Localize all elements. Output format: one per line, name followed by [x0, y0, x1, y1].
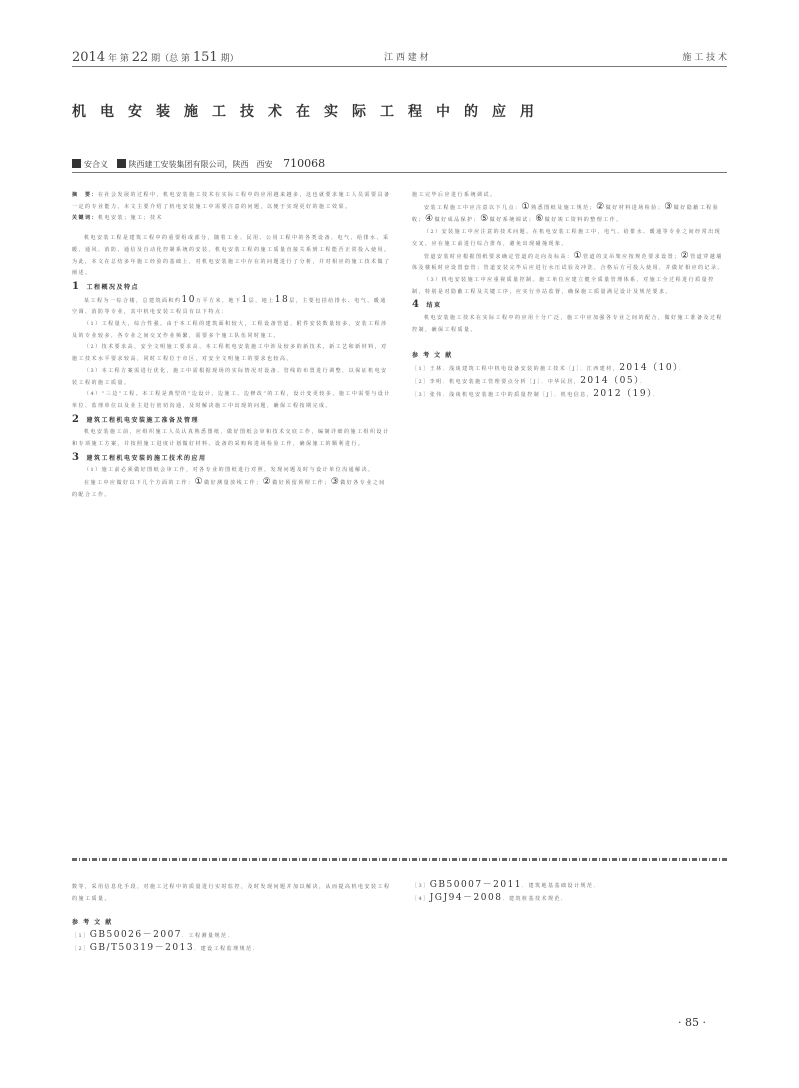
bottom-right-column	[412, 880, 727, 905]
section-heading: 2 建筑工程机电安装施工准备及管理	[72, 413, 199, 425]
article-title: 机电安装施工技术在实际工程中的应用	[72, 104, 548, 120]
paragraph: 在施工中应做好以下几个方面的工作：①做好测量放线工作；②做好预留预埋工作；③做好各专业之间的配合工作。	[72, 477, 386, 498]
reference-item: ［2］GB/T50319－2013．建设工程监理规范．	[72, 942, 260, 953]
section-heading: 1 工程概况及特点	[72, 280, 139, 292]
paragraph: 管道安装时应根据图纸要求确定管道的走向及标高：①管道的支吊架应按规范要求设置；②管道穿越墙体及楼板时应设置套管；管道安装完毕后应进行水压试验及冲洗，合格后方可投入使用，并做好相应的记录。	[412, 250, 725, 272]
keywords: 关键词：机电安装；施工；技术	[72, 215, 164, 222]
paragraph: 机电安装施工前，应组织施工人员认真熟悉图纸，做好图纸会审和技术交底工作，编制详细的施工组织设计和专项施工方案，并按照施工进度计划做好材料、设备的采购和进场检验工作，确保施工的顺利进行。	[72, 429, 390, 448]
abstract: 摘 要：在社会发展的过程中，机电安装施工技术在实际工程中的应用越来越多，这也就要求施工人员需要具备一定的专业能力。本文主要介绍了机电安装施工中需要注意的问题，以便于实现更好的施工效果。	[72, 192, 391, 210]
list-item: （3）本工程方案需进行优化，施工中需根据现场的实际情况对设备、管线的布置进行调整，以保证机电安装工程的施工质量。	[72, 367, 388, 386]
list-item: （4）“三边”工程。本工程是典型的“边设计、边施工、边修改”的工程，设计变更较多，施工中需要与设计单位、监理单位以及业主进行密切沟通，及时解决施工中出现的问题，确保工程按期完成。	[72, 391, 391, 409]
article-separator	[72, 858, 727, 861]
reference-item: ［2］李明．机电安装施工管理要点分析［J］．中华民居，2014（05）．	[412, 375, 647, 386]
byline-rule	[72, 172, 727, 173]
reference-item: ［1］GB50026－2007．工程测量规范．	[72, 930, 235, 941]
author-name: 安合义	[84, 160, 108, 169]
reference-item: ［1］王林．浅谈建筑工程中机电设备安装的施工技术［J］．江西建材，2014（10）．	[412, 363, 686, 374]
list-item: （2）安装施工中应注意的技术问题。在机电安装工程施工中，电气、给排水、暖通等专业之间经常出现交叉，应在施工前进行综合排布，避免出现碰撞现象。	[412, 229, 722, 247]
reference-item: ［3］GB50007－2011．建筑地基基础设计规范．	[412, 880, 601, 890]
right-column	[412, 190, 727, 401]
intro-paragraph: 机电安装工程是建筑工程中的重要组成部分，随着工业、民用、公用工程中的各类设备、电气、给排水、采暖、通风、消防、通信及自动化控制系统的安装，机电安装工程的施工质量直接关系到工程能否正常投入使用。为此，本文在总结多年施工经验的基础上，对机电安装施工中存在的问题进行了分析，并对相应的施工技术做了阐述。	[72, 235, 391, 277]
journal-name: 江 西 建 材	[384, 53, 429, 63]
square-bullet-icon	[72, 159, 81, 168]
bottom-left-column	[72, 882, 392, 956]
postcode: 710068	[283, 157, 326, 170]
references-heading: 参 考 文 献	[412, 352, 453, 360]
reference-item: ［4］JGJ94－2008．建筑桩基技术规范．	[412, 892, 568, 903]
page-number: · 85 ·	[678, 1016, 706, 1029]
left-column	[72, 190, 392, 502]
running-header	[72, 50, 727, 64]
list-item: （1）施工前必须做好图纸会审工作，对各专业的图纸进行对照，发现问题及时与设计单位沟通解决。	[84, 467, 375, 474]
paragraph: 安装工程施工中应注意以下几点：①熟悉图纸及施工规范；②做好材料进场检验；③做好隐蔽工程验收；④做好成品保护；⑤做好系统调试；⑥做好竣工资料的整理工作。	[412, 201, 720, 225]
issue-info: 2014 年 第 22 期（总 第 151 期）	[72, 50, 239, 65]
square-bullet-icon	[117, 159, 126, 168]
paragraph: 机电安装施工技术在实际工程中的应用十分广泛，施工中应加强各专业之间的配合，做好施工准备及过程控制，确保工程质量。	[412, 315, 724, 333]
section-heading: 4 结束	[412, 299, 442, 311]
byline	[72, 157, 325, 170]
column-name: 施 工 技 术	[682, 53, 727, 63]
references-heading: 参 考 文 献	[72, 919, 113, 927]
reference-item: ［3］张伟．浅谈机电安装施工中的质量控制［J］．机电信息，2012（19）．	[412, 388, 660, 399]
paragraph: 某工程为一综合楼，总建筑面积约10万平方米，地下1层，地上18层，主要包括给排水、电气、暖通空调、消防等专业，其中机电安装工程具有以下特点：	[72, 294, 387, 316]
list-item: （2）技术要求高，安全文明施工要求高。本工程机电安装施工中涉及较多的新技术、新工艺和新材料，对施工技术水平要求较高，同时工程位于市区，对安全文明施工的要求也较高。	[72, 344, 388, 363]
paragraph: 施工完毕后应进行系统调试。	[412, 192, 497, 198]
header-rule	[72, 66, 727, 67]
list-item: （1）工程量大，综合性强。由于本工程的建筑面积较大，工程设备管道、附件安装数量较多，安装工程涉及的专业较多，各专业之间交叉作业频繁，需要多个施工队伍同时施工。	[72, 321, 388, 339]
paragraph: 数等，采用信息化手段，对施工过程中的质量进行实时监控，及时发现问题并加以解决，从而提高机电安装工程的施工质量。	[72, 884, 391, 902]
section-heading: 3 建筑工程机电安装的施工技术的应用	[72, 451, 207, 463]
list-item: （3）机电安装施工中应重视质量控制。施工单位应建立健全质量管理体系，对施工全过程进行质量控制，特别是对隐蔽工程及关键工序，应实行旁站监督，确保施工质量满足设计及规范要求。	[412, 276, 715, 295]
affiliation: 陕西建工安装集团有限公司，陕西 西安	[128, 160, 273, 169]
